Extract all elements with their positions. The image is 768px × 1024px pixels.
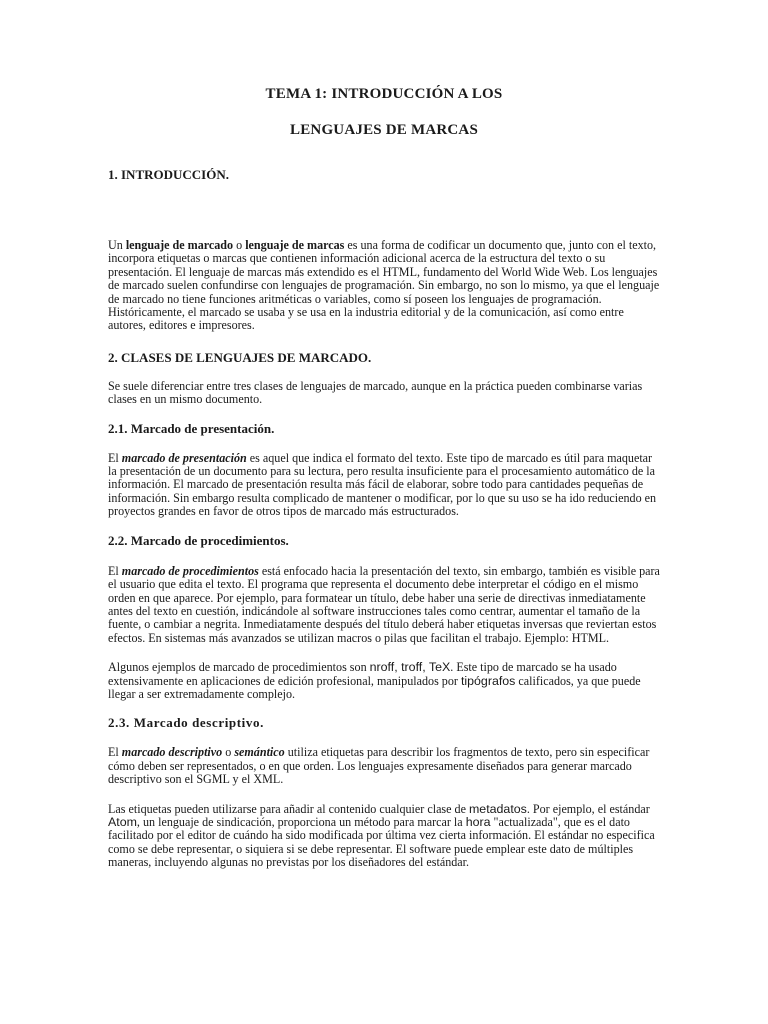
link-atom: Atom (108, 814, 137, 829)
page-title-line2: LENGUAJES DE MARCAS (290, 122, 478, 138)
link-troff: troff (401, 660, 423, 675)
presentacion-paragraph: El marcado de presentación es aquel que indica el formato del texto. Este tipo de marcado es útil para maquetar la presentación de un documento para su lectura, pero resulta insuficiente para el procesamiento automático de la información. El marcado de presentación resulta más fácil de elaborar, sobre todo para cantidades pequeñas de información. Sin embargo resulta complicado de mantener o modificar, por lo que su uso se ha ido reduciendo en proyectos grandes en favor de otros tipos de marcado más estructurados. (108, 450, 657, 519)
etiquetas-paragraph: Las etiquetas pueden utilizarse para añadir al contenido cualquier clase de metadatos. Por ejemplo, el estándar Atom, un lenguaje de sindicación, proporciona un método para marcar la hora "actualizada", que es el dato facilitado por el editor de cuándo ha sido modificada por última vez cierta información. El estándar no especifica como se debe representar, o siquiera si se debe representar. El software puede emplear este dato de múltiples maneras, incluyendo algunas no previstas por los diseñadores del estándar. (108, 801, 655, 870)
link-nroff: nroff (369, 660, 395, 675)
section-heading-introduccion: 1. INTRODUCCIÓN. (108, 167, 229, 182)
term-marcado-de-procedimientos: marcado de procedimientos (121, 563, 259, 578)
subsection-heading-descriptivo: 2.3. Marcado descriptivo. (108, 715, 264, 731)
term-lenguaje-de-marcas: lenguaje de marcas (245, 238, 345, 252)
term-marcado-de-presentacion: marcado de presentación (121, 450, 247, 465)
subsection-heading-procedimientos: 2.2. Marcado de procedimientos. (108, 532, 289, 548)
procedimientos-paragraph: El marcado de procedimientos está enfocado hacia la presentación del texto, sin embargo, también es visible para el usuario que edita el texto. El programa que representa el documento debe interpretar el código en el mismo orden en que aparece. Por ejemplo, para formatear un título, debe haber una serie de directivas inmediatamente antes del texto en cuestión, indicándole al software instrucciones tales como centrar, aumentar el tamaño de la fuente, o cambiar a negrita. Inmediatamente después del título deberá haber etiquetas inversas que reviertan estos efectos. En sistemas más avanzados se utilizan macros o pilas que facilitan el trabajo. Ejemplo: HTML. (108, 563, 660, 645)
subsection-heading-presentacion: 2.1. Marcado de presentación. (108, 420, 275, 436)
link-tipografos: tipógrafos (460, 673, 516, 688)
link-metadatos: metadatos (468, 801, 527, 816)
term-marcado-descriptivo: marcado descriptivo (121, 745, 223, 760)
link-tex: TeX (428, 660, 451, 675)
clases-paragraph: Se suele diferenciar entre tres clases de lenguajes de marcado, aunque en la práctica pueden combinarse varias clases en un mismo documento. (108, 378, 643, 407)
procedimientos-examples-paragraph: Algunos ejemplos de marcado de procedimientos son nroff, troff, TeX. Este tipo de marcado se ha usado extensivamente en aplicaciones de edición profesional, manipulados por tipógrafos calificados, ya que puede llegar a ser extremadamente complejo. (108, 660, 641, 701)
intro-paragraph: Un lenguaje de marcado o lenguaje de marcas es una forma de codificar un documento que, junto con el texto, incorpora etiquetas o marcas que contienen información adicional acerca de la estructura del texto o su presentación. El lenguaje de marcas más extendido es el HTML, fundamento del World Wide Web. Los lenguajes de marcado suelen confundirse con lenguajes de programación. Sin embargo, no son lo mismo, ya que el lenguaje de marcado no tiene funciones aritméticas o variables, como sí poseen los lenguajes de programación. Históricamente, el marcado se usaba y se usa en la industria editorial y de la comunicación, así como entre autores, editores e impresores. (108, 238, 660, 333)
page-title-line1: TEMA 1: INTRODUCCIÓN A LOS (265, 86, 503, 102)
descriptivo-paragraph: El marcado descriptivo o semántico utiliza etiquetas para describir los fragmentos de texto, pero sin especificar cómo deben ser representados, o en que orden. Los lenguajes expresamente diseñados para generar marcado descriptivo son el SGML y el XML. (108, 745, 650, 787)
section-heading-clases: 2. CLASES DE LENGUAJES DE MARCADO. (108, 349, 372, 365)
term-semantico: semántico (234, 745, 285, 760)
link-hora: hora (465, 814, 491, 829)
term-lenguaje-de-marcado: lenguaje de marcado (125, 238, 234, 252)
